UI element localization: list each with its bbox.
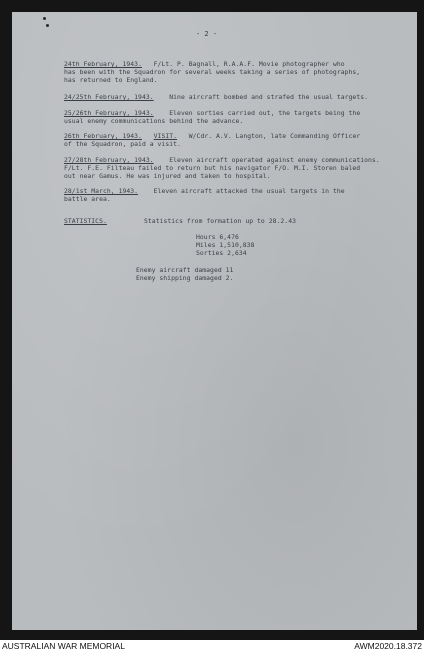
entry-4-line-2: of the Squadron, paid a visit. xyxy=(64,140,181,148)
entry-date: 27/28th February, 1943. xyxy=(64,156,154,164)
enemy-aircraft-damaged: Enemy aircraft damaged 11 xyxy=(136,266,234,274)
entry-5-line-2: F/Lt. F.E. Filteau failed to return but his navigator F/O. M.I. Storen baled xyxy=(64,164,361,172)
entry-6-line-1 xyxy=(64,187,345,195)
entry-1-line-3: has returned to England. xyxy=(64,76,158,84)
statistics-intro: Statistics from formation up to 28.2.43 xyxy=(144,217,297,225)
entry-3-line-2: usual enemy communications behind the advance. xyxy=(64,117,244,125)
entry-1-line-1 xyxy=(64,60,345,68)
entry-6-line-2: battle area. xyxy=(64,195,111,203)
document-page xyxy=(12,12,417,630)
entry-date: 24th February, 1943. xyxy=(64,60,142,68)
punch-hole-mark xyxy=(43,17,46,20)
entry-4-line-1 xyxy=(64,132,360,140)
entry-5-line-3: out near Gamus. He was injured and taken to hospital. xyxy=(64,172,271,180)
entry-text: Eleven aircraft attacked the usual targets in the xyxy=(153,187,345,195)
entry-3-line-1 xyxy=(64,109,360,117)
entry-5-line-1 xyxy=(64,156,380,164)
archive-reference: AWM2020.18.372 xyxy=(354,641,422,651)
statistics-sorties: Sorties 2,634 xyxy=(196,249,247,257)
entry-text: W/Cdr. A.V. Langton, late Commanding Officer xyxy=(188,132,361,140)
entry-2-line-1 xyxy=(64,93,368,101)
entry-date: 28/1st March, 1943. xyxy=(64,187,139,195)
archive-name: AUSTRALIAN WAR MEMORIAL xyxy=(2,641,125,651)
archive-caption xyxy=(0,640,424,653)
entry-tag: VISIT. xyxy=(153,132,178,140)
entry-text: Eleven sorties carried out, the targets being the xyxy=(169,109,361,117)
entry-1-line-2: has been with the Squadron for several weeks taking a series of photographs, xyxy=(64,68,361,76)
punch-hole-mark xyxy=(46,24,49,27)
entry-text: Eleven aircraft operated against enemy communications. xyxy=(169,156,380,164)
statistics-heading: STATISTICS. xyxy=(64,217,107,225)
entry-date: 26th February, 1943. xyxy=(64,132,142,140)
entry-date: 24/25th February, 1943. xyxy=(64,93,154,101)
statistics-hours: Hours 6,476 xyxy=(196,233,239,241)
entry-text: F/Lt. P. Bagnall, R.A.A.F. Movie photographer who xyxy=(153,60,345,68)
entry-date: 25/26th February, 1943. xyxy=(64,109,154,117)
statistics-miles: Miles 1,510,838 xyxy=(196,241,255,249)
entry-text: Nine aircraft bombed and strafed the usual targets. xyxy=(169,93,369,101)
enemy-shipping-damaged: Enemy shipping damaged 2. xyxy=(136,274,234,282)
page-number: - 2 - xyxy=(196,30,218,38)
